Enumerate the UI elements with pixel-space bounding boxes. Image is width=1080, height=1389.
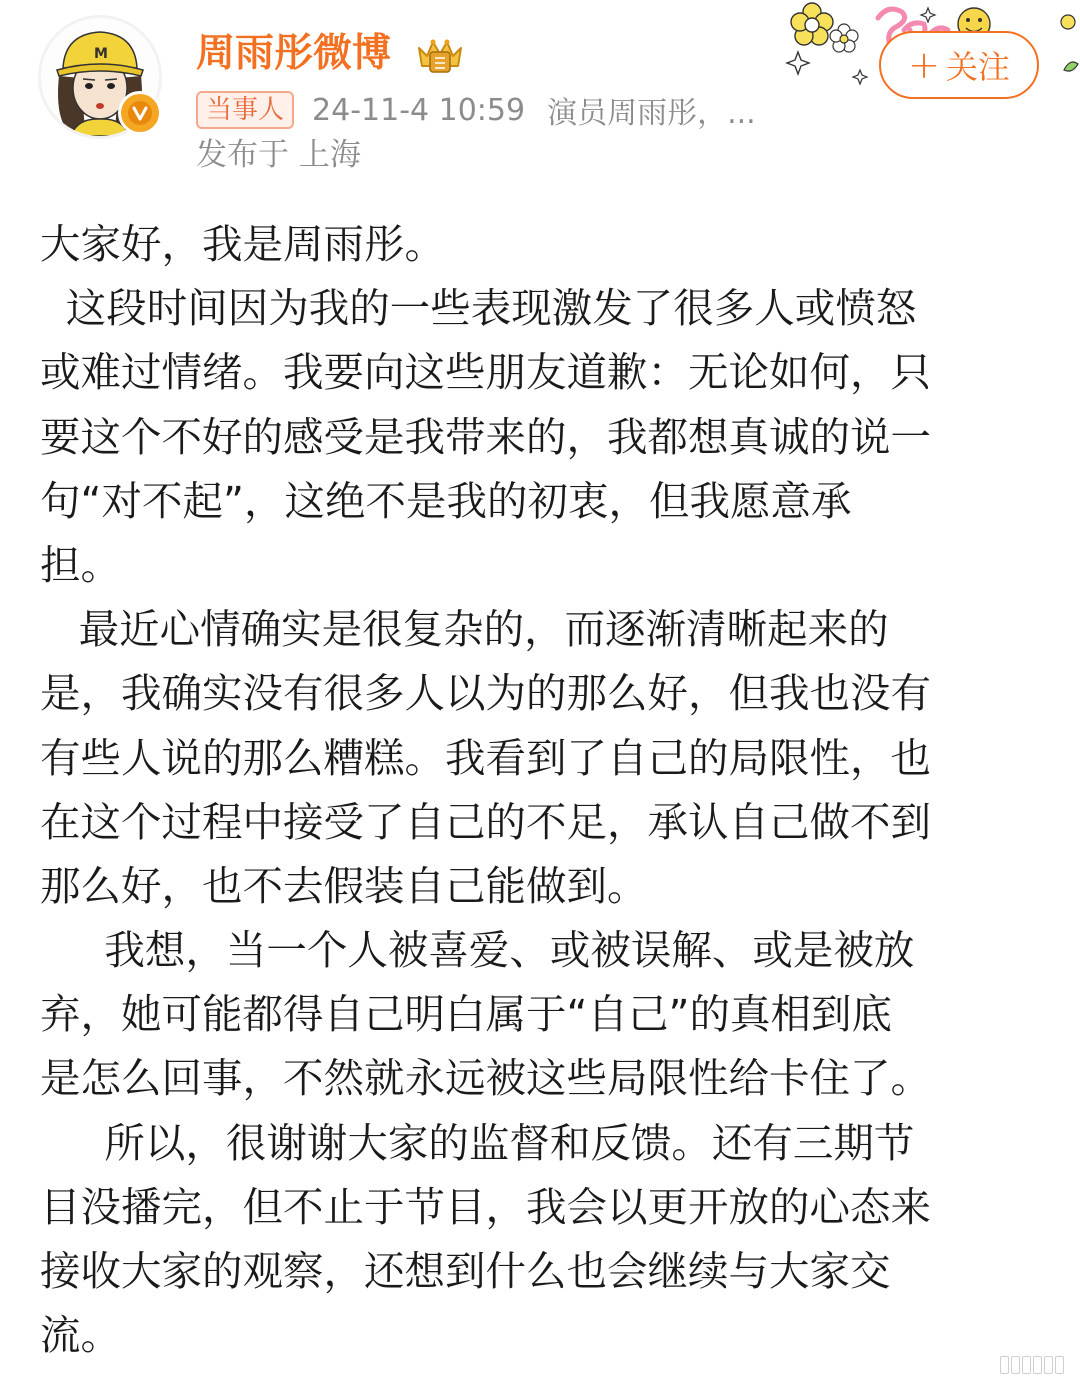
watermark-bar <box>1044 1356 1053 1374</box>
watermark-bar <box>1000 1356 1009 1374</box>
post-body-line: 所以，很谢谢大家的监督和反馈。还有三期节 <box>40 1118 915 1167</box>
post-body-line: 流。 <box>40 1311 121 1360</box>
watermark-bar <box>1022 1356 1031 1374</box>
author-avatar[interactable] <box>38 15 162 139</box>
post-body-line: 那么好，也不去假装自己能做到。 <box>40 861 648 910</box>
post-body-line: 或难过情绪。我要向这些朋友道歉：无论如何，只 <box>40 348 931 397</box>
party-tag: 当事人 <box>196 91 294 129</box>
watermark-bar <box>1055 1356 1064 1374</box>
crown-badge-icon[interactable] <box>413 34 467 76</box>
post-body-line: 我想，当一个人被喜爱、或被误解、或是被放 <box>40 926 915 975</box>
orange-verified-v-icon <box>118 91 162 135</box>
post-body-line: 是怎么回事，不然就永远被这些局限性给卡住了。 <box>40 1054 931 1103</box>
post-location: 发布于 上海 <box>196 137 361 173</box>
post-body-line: 最近心情确实是很复杂的，而逐渐清晰起来的 <box>40 605 889 654</box>
post-body-line: 有些人说的那么糟糕。我看到了自己的局限性，也 <box>40 733 931 782</box>
post-body-line: 要这个不好的感受是我带来的，我都想真诚的说一 <box>40 412 931 461</box>
follow-button[interactable] <box>879 31 1039 99</box>
post-body <box>40 212 1040 1367</box>
post-body-line: 在这个过程中接受了自己的不足，承认自己做不到 <box>40 797 931 846</box>
post-body-line: 接收大家的观察，还想到什么也会继续与大家交 <box>40 1247 891 1295</box>
watermark-bar <box>1011 1356 1020 1374</box>
post-body-line: 句“对不起”，这绝不是我的初衷，但我愿意承 <box>40 476 852 525</box>
svg-text:M: M <box>94 46 108 62</box>
post-body-line: 担。 <box>40 540 121 589</box>
follow-label: 关注 <box>945 48 1010 86</box>
plus-icon: + <box>908 43 940 87</box>
post-meta <box>196 89 756 131</box>
post-body-line: 弃，她可能都得自己明白属于“自己”的真相到底 <box>40 990 892 1039</box>
watermark-bar <box>1033 1356 1042 1374</box>
post-source[interactable]: 演员周雨彤，... <box>547 96 756 131</box>
post-body-line: 这段时间因为我的一些表现激发了很多人或愤怒 <box>40 284 917 333</box>
post-time: 24-11-4 10:59 <box>312 92 526 128</box>
watermark-icon <box>1000 1356 1070 1376</box>
post-body-line: 目没播完，但不止于节目，我会以更开放的心态来 <box>40 1182 931 1231</box>
post-body-line: 大家好，我是周雨彤。 <box>40 220 445 268</box>
post-body-line: 是，我确实没有很多人以为的那么好，但我也没有 <box>40 669 931 718</box>
user-name[interactable]: 周雨彤微博 <box>196 31 392 76</box>
